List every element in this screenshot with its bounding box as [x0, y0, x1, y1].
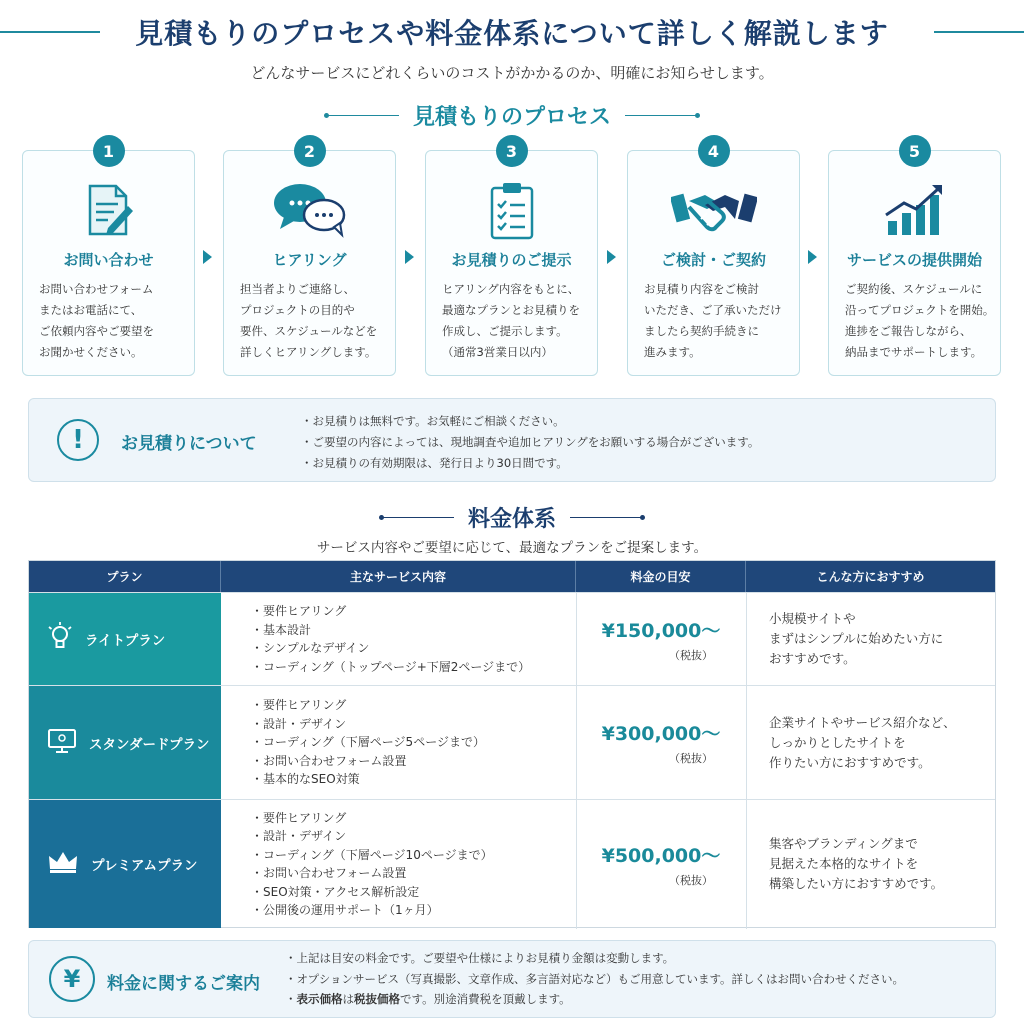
step-desc-line: 最適なプランとお見積りを [442, 303, 580, 317]
step-desc-line: 要件、スケジュールなどを [240, 324, 378, 338]
recommendation-line: 作りたい方におすすめです。 [769, 754, 931, 770]
step-desc-line: （通常3営業日以内） [442, 345, 553, 359]
recommendation-line: まずはシンプルに始めたい方に [769, 631, 944, 646]
page-header [0, 12, 1024, 52]
crown-icon [47, 849, 79, 879]
recommendation [769, 686, 956, 799]
step-desc-line: 進みます。 [644, 345, 701, 359]
step-desc-line: お見積り内容をご検討 [644, 282, 759, 296]
chevron-right-icon [405, 250, 414, 264]
exclamation-icon: ! [57, 419, 99, 461]
plan-price: ¥300,000〜 [601, 723, 721, 745]
estimate-notice-box [28, 398, 996, 482]
step-title: ヒアリング [272, 251, 347, 269]
notice-item: ・ご要望の内容によっては、現地調査や追加ヒアリングをお願いする場合がございます。 [301, 435, 760, 449]
service-item: ・設計・デザイン [251, 829, 347, 843]
fee-info-item [285, 989, 904, 1010]
service-item: ・基本設計 [251, 622, 312, 637]
fee-info-box [28, 940, 996, 1018]
plain-text: は [342, 992, 354, 1006]
price-cell [576, 800, 746, 928]
service-item: ・お問い合わせフォーム設置 [251, 753, 407, 768]
step-desc-line: お問い合わせフォーム [39, 282, 154, 296]
price-cell [576, 686, 746, 799]
step-number: 2 [294, 135, 326, 167]
recommendation-line: しっかりとしたサイトを [769, 734, 906, 750]
column-header: プラン [29, 561, 221, 592]
recommendation-line: 集客やブランディングまで [769, 836, 918, 851]
recommendation-line: 企業サイトやサービス紹介など、 [769, 714, 956, 730]
document-pen-icon [23, 177, 194, 243]
recommendation-line: おすすめです。 [769, 651, 856, 666]
step-desc-line: ましたら契約手続きに [644, 324, 759, 338]
step-desc-line: ご依頼内容やご要望を [39, 324, 154, 338]
handshake-icon [628, 177, 799, 243]
service-item: ・お問い合わせフォーム設置 [251, 866, 407, 880]
page-title: 見積もりのプロセスや料金体系について詳しく解説します [135, 17, 889, 50]
service-list [251, 686, 485, 799]
heading-line-left [382, 517, 454, 518]
service-item: ・コーディング（下層ページ5ページまで） [251, 735, 485, 750]
plan-price: ¥150,000〜 [601, 619, 721, 642]
process-steps [22, 141, 1002, 378]
fees-heading [0, 502, 1024, 533]
yen-icon: ¥ [49, 956, 95, 1002]
fee-info-item: ・上記は目安の料金です。ご要望や仕様によりお見積り金額は変動します。 [285, 951, 675, 965]
step-description [644, 279, 790, 363]
fees-heading-text: 料金体系 [467, 507, 556, 532]
step-desc-line: いただき、ご了承いただけ [644, 303, 782, 317]
service-item: ・公開後の運用サポート（1ヶ月） [251, 903, 439, 917]
process-heading [0, 100, 1024, 131]
step-desc-line: ご契約後、スケジュールに [845, 282, 983, 296]
step-desc-line: お聞かせください。 [39, 345, 143, 359]
step-number: 4 [698, 135, 730, 167]
chevron-right-icon [203, 250, 212, 264]
fee-info-item: ・オプションサービス（写真撮影、文章作成、多言語対応など）もご用意しています。詳しくはお問い合わせください。 [285, 971, 905, 986]
page-subtitle: どんなサービスにどれくらいのコストがかかるのか、明確にお知らせします。 [250, 64, 774, 82]
growth-chart-icon [829, 177, 1000, 243]
column-header: 料金の目安 [576, 561, 746, 592]
recommendation-line: 見据えた本格的なサイトを [769, 856, 919, 871]
step-card-1 [22, 141, 195, 376]
plan-cell [29, 593, 221, 685]
service-item: ・基本的なSEO対策 [251, 772, 360, 787]
plain-text: です。別途消費税を頂戴します。 [400, 992, 571, 1006]
service-item: ・要件ヒアリング [251, 810, 347, 825]
step-description [240, 279, 386, 363]
step-desc-line: 担当者よりご連絡し、 [240, 282, 355, 296]
speech-bubbles-icon [224, 177, 395, 243]
step-title: ご検討・ご契約 [660, 251, 766, 269]
plan-name: スタンダードプラン [89, 736, 210, 753]
step-description [39, 279, 185, 363]
service-list [251, 800, 493, 928]
plan-name: ライトプラン [85, 633, 166, 649]
step-title: サービスの提供開始 [846, 251, 982, 269]
plan-cell [29, 800, 221, 928]
column-header: 主なサービス内容 [221, 561, 576, 592]
step-desc-line: 作成し、ご提示します。 [442, 324, 568, 338]
service-item: ・要件ヒアリング [251, 604, 347, 618]
plan-cell [29, 686, 221, 799]
step-description [845, 279, 995, 363]
step-number: 3 [496, 135, 528, 167]
notice-item: ・お見積りの有効期限は、発行日より30日間です。 [301, 456, 568, 470]
fee-info-title: 料金に関するご案内 [107, 974, 260, 994]
step-card-4 [627, 141, 800, 376]
service-item: ・設計・デザイン [251, 716, 347, 731]
heading-line-left [327, 115, 399, 116]
step-desc-line: 納品までサポートします。 [845, 345, 983, 359]
column-header: こんな方におすすめ [816, 570, 925, 584]
process-heading-text: 見積もりのプロセス [412, 105, 611, 130]
notice-item: ・お見積りは無料です。お気軽にご相談ください。 [301, 414, 565, 428]
step-card-5 [828, 141, 1001, 376]
step-card-2 [223, 141, 396, 376]
step-number: 5 [899, 135, 931, 167]
notice-title: お見積りについて [121, 434, 257, 454]
step-number: 1 [93, 135, 125, 167]
heading-line-right [625, 115, 697, 116]
monitor-icon [47, 728, 77, 758]
service-item: ・コーディング（トップページ+下層2ページまで） [251, 659, 531, 674]
heading-line-right [570, 517, 642, 518]
recommendation [769, 800, 943, 928]
step-title: お問い合わせ [63, 251, 154, 269]
emphasis-text: 税抜価格 [354, 992, 400, 1006]
step-title: お見積りのご提示 [451, 251, 572, 269]
chevron-right-icon [808, 250, 817, 264]
chevron-right-icon [607, 250, 616, 264]
table-row-premium [29, 799, 995, 928]
plan-price: ¥500,000〜 [601, 844, 721, 867]
recommendation-line: 小規模サイトや [769, 611, 856, 626]
recommendation [769, 593, 943, 685]
fees-subtitle: サービス内容やご要望に応じて、最適なプランをご提案します。 [316, 540, 708, 556]
tax-note: （税抜） [669, 873, 713, 887]
tax-note: （税抜） [669, 648, 713, 662]
table-header [29, 561, 995, 592]
bullet: ・ [285, 992, 297, 1006]
step-desc-line: 沿ってプロジェクトを開始。 [845, 303, 995, 317]
recommendation-line: 構築したい方におすすめです。 [769, 876, 944, 891]
step-desc-line: 進捗をご報告しながら、 [845, 324, 972, 338]
table-row-lite [29, 592, 995, 685]
tax-note: （税抜） [669, 752, 713, 765]
lightbulb-icon [47, 622, 73, 656]
notice-list [301, 411, 759, 474]
price-cell [576, 593, 746, 685]
step-desc-line: またはお電話にて、 [39, 303, 143, 317]
step-description [442, 279, 588, 363]
step-desc-line: プロジェクトの目的や [240, 303, 355, 317]
step-desc-line: 詳しくヒアリングします。 [240, 345, 377, 359]
service-item: ・コーディング（下層ページ10ページまで） [251, 847, 493, 862]
table-row-standard [29, 685, 995, 799]
pricing-table [28, 560, 996, 928]
service-item: ・シンプルなデザイン [251, 641, 370, 655]
step-card-3 [425, 141, 598, 376]
service-item: ・要件ヒアリング [251, 698, 347, 713]
service-item: ・SEO対策・アクセス解析設定 [251, 884, 420, 899]
clipboard-checklist-icon [426, 177, 597, 243]
emphasis-text: 表示価格 [296, 992, 343, 1006]
plan-name: プレミアムプラン [91, 858, 198, 874]
fee-info-list [285, 948, 904, 1010]
service-list [251, 593, 530, 685]
step-desc-line: ヒアリング内容をもとに、 [442, 282, 580, 296]
